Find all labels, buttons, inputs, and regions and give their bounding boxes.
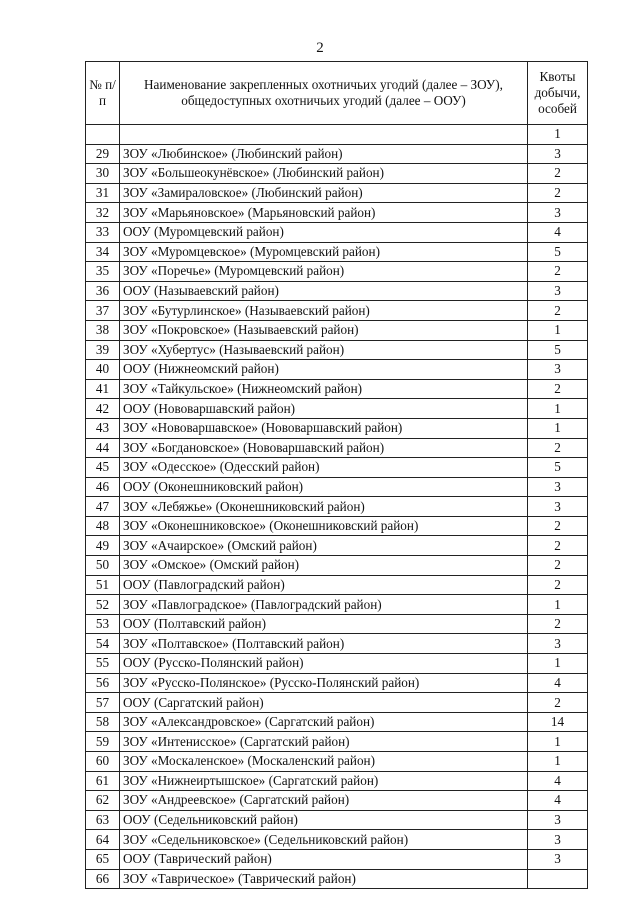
table-row <box>86 438 588 458</box>
table-header <box>86 62 588 145</box>
row-quota: 3 <box>528 477 588 497</box>
row-quota: 3 <box>528 810 588 830</box>
row-hunting-ground-name: ЗОУ «Любинское» (Любинский район) <box>120 144 528 164</box>
row-number: 39 <box>86 340 120 360</box>
row-quota: 1 <box>528 418 588 438</box>
row-number: 42 <box>86 399 120 419</box>
row-hunting-ground-name: ЗОУ «Нижнеиртышское» (Саргатский район) <box>120 771 528 791</box>
table-row <box>86 281 588 301</box>
row-number: 66 <box>86 869 120 889</box>
row-quota: 2 <box>528 556 588 576</box>
row-hunting-ground-name: ЗОУ «Нововаршавское» (Нововаршавский район) <box>120 418 528 438</box>
quota-table <box>85 61 588 889</box>
table-row <box>86 732 588 752</box>
row-number: 37 <box>86 301 120 321</box>
row-number: 60 <box>86 752 120 772</box>
row-quota: 3 <box>528 203 588 223</box>
table-body <box>86 144 588 889</box>
row-number: 57 <box>86 693 120 713</box>
row-number: 33 <box>86 222 120 242</box>
row-quota <box>528 869 588 889</box>
row-quota: 2 <box>528 438 588 458</box>
row-hunting-ground-name: ООУ (Нижнеомский район) <box>120 360 528 380</box>
row-quota: 2 <box>528 183 588 203</box>
row-quota: 5 <box>528 340 588 360</box>
row-number: 31 <box>86 183 120 203</box>
table-row <box>86 360 588 380</box>
table-row <box>86 320 588 340</box>
table-row <box>86 222 588 242</box>
table-row <box>86 379 588 399</box>
table-row <box>86 418 588 438</box>
row-hunting-ground-name: ЗОУ «Тайкульское» (Нижнеомский район) <box>120 379 528 399</box>
row-hunting-ground-name: ООУ (Павлоградский район) <box>120 575 528 595</box>
row-number: 34 <box>86 242 120 262</box>
row-number: 63 <box>86 810 120 830</box>
table-row <box>86 654 588 674</box>
row-number: 38 <box>86 320 120 340</box>
table-row <box>86 693 588 713</box>
first-row-quota-cell: 1 <box>528 125 588 145</box>
table-row <box>86 516 588 536</box>
row-hunting-ground-name: ООУ (Нововаршавский район) <box>120 399 528 419</box>
quota-table-container <box>85 61 587 889</box>
row-number: 46 <box>86 477 120 497</box>
row-quota: 2 <box>528 379 588 399</box>
row-quota: 5 <box>528 458 588 478</box>
row-hunting-ground-name: ООУ (Таврический район) <box>120 849 528 869</box>
table-row <box>86 634 588 654</box>
row-quota: 2 <box>528 693 588 713</box>
row-quota: 3 <box>528 281 588 301</box>
row-quota: 4 <box>528 222 588 242</box>
table-row <box>86 791 588 811</box>
row-quota: 1 <box>528 595 588 615</box>
row-number: 29 <box>86 144 120 164</box>
table-row <box>86 556 588 576</box>
table-row <box>86 830 588 850</box>
table-row <box>86 144 588 164</box>
page-number: 2 <box>316 40 324 56</box>
row-hunting-ground-name: ЗОУ «Одесское» (Одесский район) <box>120 458 528 478</box>
row-number: 40 <box>86 360 120 380</box>
table-row <box>86 869 588 889</box>
row-number: 54 <box>86 634 120 654</box>
row-number: 55 <box>86 654 120 674</box>
row-hunting-ground-name: ЗОУ «Оконешниковское» (Оконешниковский район) <box>120 516 528 536</box>
row-number: 56 <box>86 673 120 693</box>
row-hunting-ground-name: ЗОУ «Марьяновское» (Марьяновский район) <box>120 203 528 223</box>
table-row <box>86 164 588 184</box>
row-hunting-ground-name: ООУ (Полтавский район) <box>120 614 528 634</box>
row-hunting-ground-name: ООУ (Называевский район) <box>120 281 528 301</box>
row-hunting-ground-name: ЗОУ «Москаленское» (Москаленский район) <box>120 752 528 772</box>
table-row <box>86 575 588 595</box>
row-number: 32 <box>86 203 120 223</box>
row-hunting-ground-name: ЗОУ «Поречье» (Муромцевский район) <box>120 262 528 282</box>
row-quota: 2 <box>528 536 588 556</box>
row-number: 50 <box>86 556 120 576</box>
row-number: 58 <box>86 712 120 732</box>
row-hunting-ground-name: ЗОУ «Хубертус» (Называевский район) <box>120 340 528 360</box>
row-quota: 1 <box>528 399 588 419</box>
row-hunting-ground-name: ЗОУ «Александровское» (Саргатский район) <box>120 712 528 732</box>
row-number: 48 <box>86 516 120 536</box>
row-number: 47 <box>86 497 120 517</box>
row-hunting-ground-name: ЗОУ «Омское» (Омский район) <box>120 556 528 576</box>
row-number: 52 <box>86 595 120 615</box>
row-quota: 2 <box>528 164 588 184</box>
row-number: 61 <box>86 771 120 791</box>
row-hunting-ground-name: ЗОУ «Большеокунёвское» (Любинский район) <box>120 164 528 184</box>
row-hunting-ground-name: ЗОУ «Покровское» (Называевский район) <box>120 320 528 340</box>
row-quota: 4 <box>528 771 588 791</box>
row-number: 64 <box>86 830 120 850</box>
row-hunting-ground-name: ООУ (Саргатский район) <box>120 693 528 713</box>
row-number: 43 <box>86 418 120 438</box>
table-row <box>86 477 588 497</box>
row-hunting-ground-name: ЗОУ «Ачаирское» (Омский район) <box>120 536 528 556</box>
row-hunting-ground-name: ООУ (Муромцевский район) <box>120 222 528 242</box>
row-hunting-ground-name: ЗОУ «Муромцевское» (Муромцевский район) <box>120 242 528 262</box>
table-row <box>86 458 588 478</box>
first-row-name-cell <box>120 125 528 145</box>
row-quota: 3 <box>528 360 588 380</box>
row-quota: 2 <box>528 575 588 595</box>
row-hunting-ground-name: ЗОУ «Русско-Полянское» (Русско-Полянский район) <box>120 673 528 693</box>
table-row <box>86 595 588 615</box>
row-quota: 2 <box>528 614 588 634</box>
table-row <box>86 771 588 791</box>
table-row <box>86 301 588 321</box>
table-row <box>86 183 588 203</box>
first-row-num-cell <box>86 125 120 145</box>
row-quota: 3 <box>528 634 588 654</box>
row-number: 51 <box>86 575 120 595</box>
row-hunting-ground-name: ЗОУ «Таврическое» (Таврический район) <box>120 869 528 889</box>
row-number: 36 <box>86 281 120 301</box>
table-row <box>86 399 588 419</box>
table-row <box>86 497 588 517</box>
row-quota: 3 <box>528 849 588 869</box>
table-row <box>86 752 588 772</box>
row-hunting-ground-name: ЗОУ «Седельниковское» (Седельниковский район) <box>120 830 528 850</box>
row-quota: 3 <box>528 144 588 164</box>
row-number: 45 <box>86 458 120 478</box>
header-name: Наименование закрепленных охотничьих угодий (далее – ЗОУ), общедоступных охотничьих угодий (далее – ООУ) <box>120 62 528 125</box>
row-number: 30 <box>86 164 120 184</box>
row-number: 44 <box>86 438 120 458</box>
row-number: 59 <box>86 732 120 752</box>
row-quota: 2 <box>528 262 588 282</box>
header-num: № п/п <box>86 62 120 125</box>
row-quota: 2 <box>528 301 588 321</box>
row-quota: 1 <box>528 752 588 772</box>
row-number: 49 <box>86 536 120 556</box>
row-hunting-ground-name: ЗОУ «Бутурлинское» (Называевский район) <box>120 301 528 321</box>
row-hunting-ground-name: ООУ (Оконешниковский район) <box>120 477 528 497</box>
row-number: 35 <box>86 262 120 282</box>
table-row <box>86 262 588 282</box>
row-quota: 3 <box>528 497 588 517</box>
row-quota: 14 <box>528 712 588 732</box>
table-row <box>86 810 588 830</box>
row-hunting-ground-name: ООУ (Седельниковский район) <box>120 810 528 830</box>
table-row <box>86 536 588 556</box>
row-hunting-ground-name: ЗОУ «Павлоградское» (Павлоградский район) <box>120 595 528 615</box>
row-number: 53 <box>86 614 120 634</box>
row-hunting-ground-name: ЗОУ «Андреевское» (Саргатский район) <box>120 791 528 811</box>
row-quota: 1 <box>528 654 588 674</box>
table-row <box>86 614 588 634</box>
row-number: 65 <box>86 849 120 869</box>
row-hunting-ground-name: ЗОУ «Полтавское» (Полтавский район) <box>120 634 528 654</box>
table-row <box>86 203 588 223</box>
table-row <box>86 712 588 732</box>
row-hunting-ground-name: ЗОУ «Лебяжье» (Оконешниковский район) <box>120 497 528 517</box>
row-number: 62 <box>86 791 120 811</box>
table-row <box>86 242 588 262</box>
row-quota: 1 <box>528 320 588 340</box>
row-hunting-ground-name: ЗОУ «Интенисское» (Саргатский район) <box>120 732 528 752</box>
row-hunting-ground-name: ЗОУ «Богдановское» (Нововаршавский район) <box>120 438 528 458</box>
row-quota: 3 <box>528 830 588 850</box>
row-quota: 1 <box>528 732 588 752</box>
row-quota: 4 <box>528 791 588 811</box>
first-quota-row <box>86 125 588 145</box>
row-quota: 4 <box>528 673 588 693</box>
row-number: 41 <box>86 379 120 399</box>
table-row <box>86 673 588 693</box>
header-row <box>86 62 588 125</box>
table-row <box>86 849 588 869</box>
row-quota: 5 <box>528 242 588 262</box>
table-row <box>86 340 588 360</box>
header-quota: Квоты добычи, особей <box>528 62 588 125</box>
row-hunting-ground-name: ООУ (Русско-Полянский район) <box>120 654 528 674</box>
row-hunting-ground-name: ЗОУ «Замираловское» (Любинский район) <box>120 183 528 203</box>
row-quota: 2 <box>528 516 588 536</box>
